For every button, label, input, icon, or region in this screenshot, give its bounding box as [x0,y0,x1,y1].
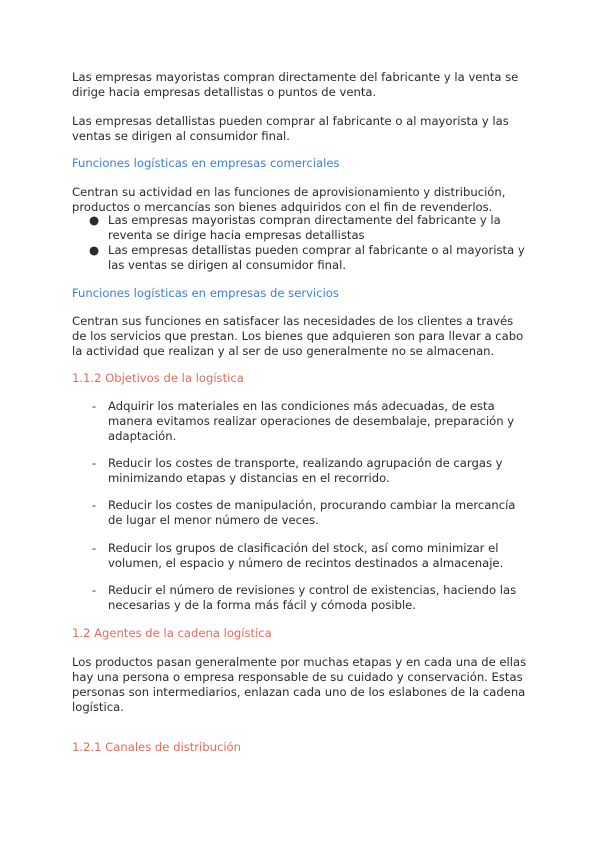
list-item [88,213,530,243]
list-item [91,541,530,571]
list-item-text: Reducir los costes de transporte, realizando agrupación de cargas y minimizando etapas y distancias en el recorrido. [108,456,503,485]
paragraph-agentes: Los productos pasan generalmente por muchas etapas y en cada una de ellas hay una persona o empresa responsable de su cuidado y conservación. Estas personas son intermediarios, enlazan cada uno de los eslabones de la cadena logística. [72,655,527,714]
dash-marker: - [91,541,97,555]
list-item-text: Adquirir los materiales en las condiciones más adecuadas, de esta manera evitamos realizar operaciones de desembalaje, preparación y adaptación. [108,399,515,443]
list-item [91,399,530,444]
dash-marker: - [91,456,97,470]
list-item-text: Las empresas mayoristas compran directamente del fabricante y la reventa se dirige hacia empresas detallistas [108,213,501,242]
dash-marker: - [91,498,97,512]
dash-marker: - [91,583,97,597]
paragraph-servicios: Centran sus funciones en satisfacer las necesidades de los clientes a través de los servicios que prestan. Los bienes que adquieren son para llevar a cabo la actividad que realizan y al ser de uso generalmente no se almacenan. [72,314,524,358]
paragraph-comerciales: Centran su actividad en las funciones de aprovisionamiento y distribución, productos o mercancías son bienes adquiridos con el fin de revenderlos. [72,185,506,214]
heading-canales: 1.2.1 Canales de distribución [72,740,241,754]
heading-objetivos: 1.1.2 Objetivos de la logística [72,371,244,385]
list-item [91,498,530,528]
paragraph-detallistas: Las empresas detallistas pueden comprar al fabricante o al mayorista y las ventas se dirigen al consumidor final. [72,114,509,143]
list-item [91,456,530,486]
paragraph-mayoristas: Las empresas mayoristas compran directamente del fabricante y la venta se dirige hacia empresas detallistas o puntos de venta. [72,70,519,99]
dash-marker: - [91,399,97,413]
heading-agentes: 1.2 Agentes de la cadena logística [72,626,272,640]
list-item-text: Reducir los costes de manipulación, procurando cambiar la mercancía de lugar el menor número de veces. [108,498,516,527]
bullet-marker: ● [88,213,100,227]
list-item [91,583,530,613]
list-item-text: Reducir los grupos de clasificación del stock, así como minimizar el volumen, el espacio y número de recintos destinados a almacenaje. [108,541,504,570]
bullet-marker: ● [88,243,100,257]
heading-comerciales: Funciones logísticas en empresas comerciales [72,156,340,170]
list-item-text: Reducir el número de revisiones y control de existencias, haciendo las necesarias y de la forma más fácil y cómoda posible. [108,583,517,612]
list-item-text: Las empresas detallistas pueden comprar al fabricante o al mayorista y las ventas se dirigen al consumidor final. [108,243,525,272]
heading-servicios: Funciones logísticas en empresas de servicios [72,286,339,300]
list-item [88,243,530,273]
